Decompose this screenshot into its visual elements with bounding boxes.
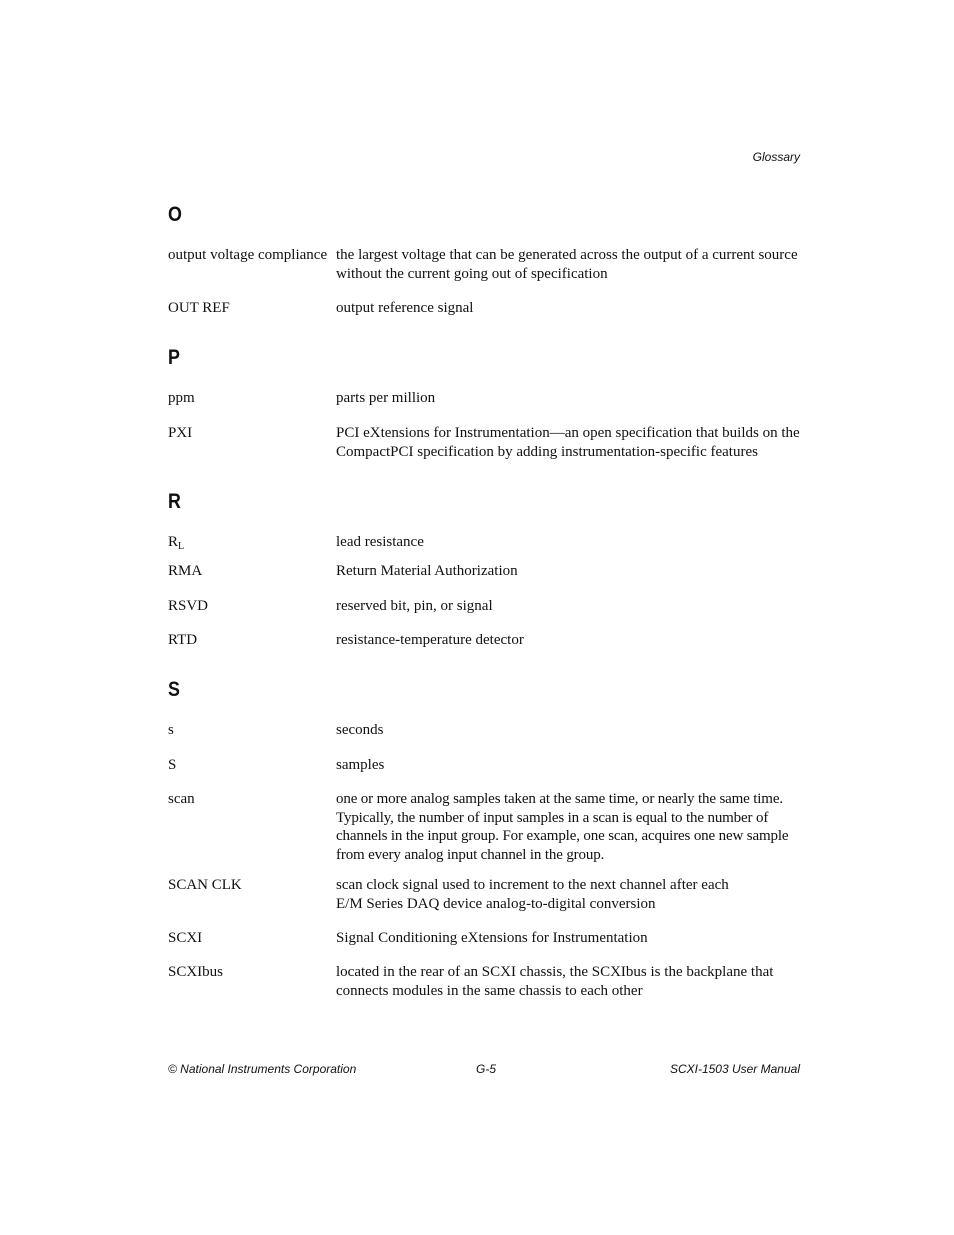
glossary-definition: output reference signal: [336, 300, 474, 316]
glossary-entry: [168, 424, 800, 461]
glossary-term: RTD: [168, 632, 198, 648]
glossary-term: S: [168, 757, 177, 773]
glossary-term: PXI: [168, 425, 193, 441]
glossary-term: output voltage compliance: [168, 247, 328, 263]
glossary-entry: [168, 929, 800, 948]
glossary-entry: [168, 721, 800, 740]
glossary-term: ppm: [168, 390, 195, 406]
term-base: R: [168, 534, 179, 550]
glossary-definition: seconds: [336, 722, 384, 738]
glossary-entry: [168, 790, 800, 864]
glossary-section-p: [168, 346, 800, 460]
section-letter: P: [168, 346, 180, 369]
running-header: Glossary: [752, 150, 800, 164]
glossary-section-s: [168, 678, 800, 999]
glossary-definition: [336, 876, 800, 913]
definition-line: E/M Series DAQ device analog-to-digital conversion: [336, 895, 656, 912]
glossary-definition: the largest voltage that can be generated across the output of a current source without the current going out of specification: [336, 247, 798, 282]
glossary-entry: [168, 597, 800, 616]
glossary-term: RSVD: [168, 598, 209, 614]
glossary-term: SCAN CLK: [168, 877, 242, 893]
term-subscript: L: [178, 541, 185, 552]
glossary-definition: located in the rear of an SCXI chassis, the SCXIbus is the backplane that connects modules in the same chassis to each other: [336, 964, 774, 999]
glossary-entry: [168, 756, 800, 775]
footer-page-number: G-5: [476, 1062, 497, 1076]
footer-manual-title: SCXI-1503 User Manual: [669, 1062, 800, 1076]
glossary-entry: [168, 533, 800, 552]
glossary-term: SCXI: [168, 930, 203, 946]
section-letter: S: [168, 678, 180, 701]
glossary-entry: [168, 299, 800, 318]
glossary-entry: [168, 963, 800, 1000]
glossary-term: [168, 533, 328, 557]
glossary-definition: resistance-temperature detector: [336, 632, 524, 648]
glossary-term: s: [168, 722, 174, 738]
glossary-definition: reserved bit, pin, or signal: [336, 598, 493, 614]
glossary-entry: [168, 876, 800, 913]
glossary-entry: [168, 562, 800, 581]
glossary-term: OUT REF: [168, 300, 230, 316]
section-letter: R: [168, 490, 181, 513]
glossary-definition: Return Material Authorization: [336, 563, 518, 579]
glossary-definition: samples: [336, 757, 385, 773]
glossary-term: scan: [168, 791, 195, 807]
glossary-definition: parts per million: [336, 390, 436, 406]
glossary-section-o: [168, 203, 800, 316]
glossary-term: RMA: [168, 563, 203, 579]
footer-copyright: © National Instruments Corporation: [168, 1062, 357, 1076]
glossary-entry: [168, 389, 800, 408]
glossary-term: SCXIbus: [168, 964, 224, 980]
glossary-section-r: [168, 490, 800, 648]
glossary-entry: [168, 631, 800, 650]
section-letter: O: [168, 203, 182, 226]
glossary-definition: lead resistance: [336, 534, 424, 550]
page-footer: [168, 1062, 800, 1078]
glossary-definition: Signal Conditioning eXtensions for Instrumentation: [336, 930, 648, 946]
definition-line: scan clock signal used to increment to the next channel after each: [336, 877, 729, 893]
glossary-entry: [168, 246, 800, 283]
glossary-definition: PCI eXtensions for Instrumentation—an open specification that builds on the CompactPCI specification by adding instrumentation-specific features: [336, 425, 800, 460]
glossary-definition: one or more analog samples taken at the same time, or nearly the same time. Typically, the number of input samples in a scan is equal to the number of channels in the input group. For example, one scan, acquires one new sample from every analog input channel in the group.: [336, 791, 789, 863]
